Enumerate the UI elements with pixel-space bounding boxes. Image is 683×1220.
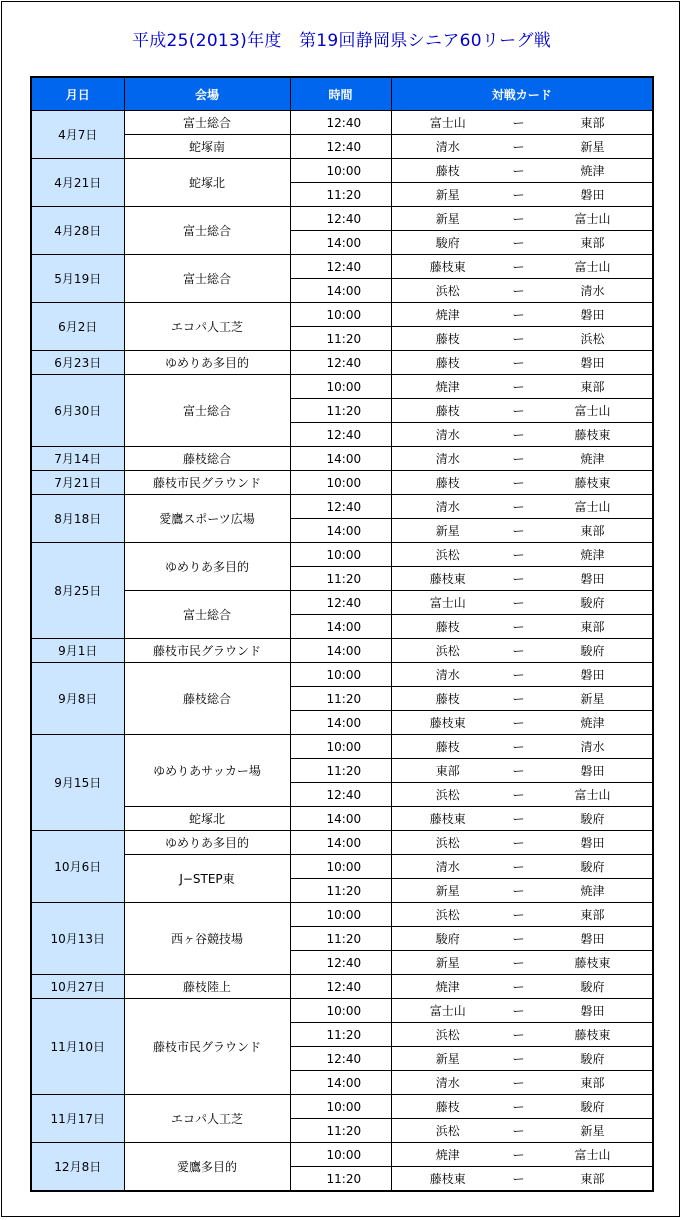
page-title: 平成25(2013)年度 第19回静岡県シニア60リーグ戦: [131, 31, 552, 51]
home-team: 藤枝: [391, 1095, 504, 1119]
header-venue: 会場: [124, 77, 290, 111]
match-date: 8月25日: [31, 543, 124, 639]
home-team: 清水: [391, 855, 504, 879]
match-date: 9月15日: [31, 735, 124, 831]
table-row: [31, 351, 653, 375]
home-team: 清水: [391, 447, 504, 471]
away-team: 磐田: [533, 663, 653, 687]
kickoff-time: 10:00: [290, 1143, 391, 1167]
away-team: 東部: [533, 231, 653, 255]
match-date: 6月2日: [31, 303, 124, 351]
kickoff-time: 14:00: [290, 807, 391, 831]
versus-dash: ー: [504, 1095, 533, 1119]
versus-dash: ー: [504, 543, 533, 567]
home-team: 清水: [391, 663, 504, 687]
home-team: 藤枝: [391, 471, 504, 495]
away-team: 新星: [533, 1119, 653, 1143]
kickoff-time: 10:00: [290, 999, 391, 1023]
kickoff-time: 10:00: [290, 855, 391, 879]
kickoff-time: 14:00: [290, 447, 391, 471]
kickoff-time: 12:40: [290, 495, 391, 519]
home-team: 浜松: [391, 783, 504, 807]
home-team: 藤枝東: [391, 711, 504, 735]
venue-name: ゆめりあ多目的: [124, 351, 290, 375]
home-team: 焼津: [391, 375, 504, 399]
kickoff-time: 10:00: [290, 1095, 391, 1119]
away-team: 磐田: [533, 303, 653, 327]
kickoff-time: 10:00: [290, 543, 391, 567]
away-team: 富士山: [533, 783, 653, 807]
home-team: 東部: [391, 759, 504, 783]
home-team: 新星: [391, 519, 504, 543]
home-team: 浜松: [391, 903, 504, 927]
versus-dash: ー: [504, 255, 533, 279]
table-row: [31, 663, 653, 687]
versus-dash: ー: [504, 1071, 533, 1095]
kickoff-time: 14:00: [290, 1071, 391, 1095]
away-team: 藤枝東: [533, 951, 653, 975]
away-team: 新星: [533, 687, 653, 711]
away-team: 駿府: [533, 855, 653, 879]
venue-name: ゆめりあ多目的: [124, 831, 290, 855]
home-team: 藤枝: [391, 615, 504, 639]
away-team: 駿府: [533, 639, 653, 663]
kickoff-time: 14:00: [290, 831, 391, 855]
table-row: [31, 111, 653, 135]
versus-dash: ー: [504, 855, 533, 879]
home-team: 新星: [391, 207, 504, 231]
versus-dash: ー: [504, 351, 533, 375]
table-row: [31, 135, 653, 159]
venue-name: 藤枝総合: [124, 663, 290, 735]
versus-dash: ー: [504, 831, 533, 855]
match-date: 10月13日: [31, 903, 124, 975]
venue-name: 富士総合: [124, 375, 290, 447]
kickoff-time: 11:20: [290, 399, 391, 423]
kickoff-time: 11:20: [290, 927, 391, 951]
match-date: 8月18日: [31, 495, 124, 543]
table-row: [31, 807, 653, 831]
kickoff-time: 10:00: [290, 303, 391, 327]
home-team: 清水: [391, 423, 504, 447]
versus-dash: ー: [504, 423, 533, 447]
versus-dash: ー: [504, 1047, 533, 1071]
table-row: [31, 1095, 653, 1119]
versus-dash: ー: [504, 759, 533, 783]
versus-dash: ー: [504, 471, 533, 495]
kickoff-time: 14:00: [290, 279, 391, 303]
away-team: 東部: [533, 1071, 653, 1095]
kickoff-time: 10:00: [290, 735, 391, 759]
versus-dash: ー: [504, 783, 533, 807]
home-team: 焼津: [391, 303, 504, 327]
away-team: 藤枝東: [533, 471, 653, 495]
home-team: 藤枝東: [391, 1167, 504, 1192]
match-date: 4月21日: [31, 159, 124, 207]
table-row: [31, 303, 653, 327]
home-team: 浜松: [391, 831, 504, 855]
match-date: 7月14日: [31, 447, 124, 471]
table-row: [31, 831, 653, 855]
away-team: 清水: [533, 735, 653, 759]
away-team: 富士山: [533, 1143, 653, 1167]
header-time: 時間: [290, 77, 391, 111]
versus-dash: ー: [504, 711, 533, 735]
away-team: 磐田: [533, 351, 653, 375]
kickoff-time: 11:20: [290, 879, 391, 903]
away-team: 浜松: [533, 327, 653, 351]
away-team: 磐田: [533, 183, 653, 207]
venue-name: 愛鷹スポーツ広場: [124, 495, 290, 543]
away-team: 東部: [533, 111, 653, 135]
kickoff-time: 11:20: [290, 1167, 391, 1192]
versus-dash: ー: [504, 399, 533, 423]
versus-dash: ー: [504, 519, 533, 543]
versus-dash: ー: [504, 927, 533, 951]
venue-name: エコパ人工芝: [124, 303, 290, 351]
venue-name: 西ヶ谷競技場: [124, 903, 290, 975]
away-team: 東部: [533, 903, 653, 927]
table-row: [31, 1143, 653, 1167]
home-team: 富士山: [391, 111, 504, 135]
venue-name: 蛇塚北: [124, 159, 290, 207]
venue-name: ゆめりあ多目的: [124, 543, 290, 591]
away-team: 焼津: [533, 447, 653, 471]
versus-dash: ー: [504, 999, 533, 1023]
away-team: 東部: [533, 1167, 653, 1192]
home-team: 浜松: [391, 279, 504, 303]
home-team: 新星: [391, 183, 504, 207]
kickoff-time: 10:00: [290, 903, 391, 927]
versus-dash: ー: [504, 1023, 533, 1047]
venue-name: J−STEP東: [124, 855, 290, 903]
away-team: 駿府: [533, 975, 653, 999]
table-row: [31, 447, 653, 471]
versus-dash: ー: [504, 111, 533, 135]
home-team: 藤枝東: [391, 807, 504, 831]
home-team: 新星: [391, 1047, 504, 1071]
venue-name: 蛇塚南: [124, 135, 290, 159]
kickoff-time: 10:00: [290, 375, 391, 399]
versus-dash: ー: [504, 1167, 533, 1192]
venue-name: 藤枝市民グラウンド: [124, 639, 290, 663]
schedule-body: [31, 111, 653, 1192]
away-team: 焼津: [533, 159, 653, 183]
away-team: 富士山: [533, 399, 653, 423]
kickoff-time: 11:20: [290, 759, 391, 783]
away-team: 東部: [533, 519, 653, 543]
versus-dash: ー: [504, 879, 533, 903]
venue-name: 富士総合: [124, 591, 290, 639]
away-team: 焼津: [533, 879, 653, 903]
versus-dash: ー: [504, 1143, 533, 1167]
home-team: 藤枝: [391, 159, 504, 183]
home-team: 藤枝: [391, 351, 504, 375]
table-row: [31, 495, 653, 519]
away-team: 磐田: [533, 759, 653, 783]
venue-name: 富士総合: [124, 255, 290, 303]
venue-name: 藤枝総合: [124, 447, 290, 471]
kickoff-time: 11:20: [290, 327, 391, 351]
kickoff-time: 10:00: [290, 159, 391, 183]
versus-dash: ー: [504, 303, 533, 327]
versus-dash: ー: [504, 279, 533, 303]
kickoff-time: 12:40: [290, 255, 391, 279]
versus-dash: ー: [504, 327, 533, 351]
versus-dash: ー: [504, 663, 533, 687]
versus-dash: ー: [504, 567, 533, 591]
venue-name: 蛇塚北: [124, 807, 290, 831]
home-team: 藤枝: [391, 735, 504, 759]
table-row: [31, 159, 653, 183]
versus-dash: ー: [504, 735, 533, 759]
versus-dash: ー: [504, 231, 533, 255]
venue-name: 藤枝市民グラウンド: [124, 999, 290, 1095]
match-date: 4月7日: [31, 111, 124, 159]
versus-dash: ー: [504, 975, 533, 999]
versus-dash: ー: [504, 951, 533, 975]
kickoff-time: 12:40: [290, 1047, 391, 1071]
away-team: 駿府: [533, 591, 653, 615]
versus-dash: ー: [504, 903, 533, 927]
kickoff-time: 11:20: [290, 183, 391, 207]
home-team: 浜松: [391, 543, 504, 567]
away-team: 藤枝東: [533, 1023, 653, 1047]
kickoff-time: 12:40: [290, 423, 391, 447]
match-date: 10月27日: [31, 975, 124, 999]
kickoff-time: 14:00: [290, 711, 391, 735]
kickoff-time: 10:00: [290, 663, 391, 687]
table-row: [31, 207, 653, 231]
home-team: 清水: [391, 135, 504, 159]
venue-name: エコパ人工芝: [124, 1095, 290, 1143]
kickoff-time: 14:00: [290, 639, 391, 663]
away-team: 富士山: [533, 255, 653, 279]
away-team: 駿府: [533, 1095, 653, 1119]
versus-dash: ー: [504, 183, 533, 207]
venue-name: 富士総合: [124, 207, 290, 255]
venue-name: 藤枝陸上: [124, 975, 290, 999]
kickoff-time: 12:40: [290, 783, 391, 807]
home-team: 藤枝東: [391, 567, 504, 591]
schedule-table: [30, 76, 654, 1192]
match-date: 9月8日: [31, 663, 124, 735]
home-team: 藤枝東: [391, 255, 504, 279]
away-team: 磐田: [533, 927, 653, 951]
kickoff-time: 12:40: [290, 111, 391, 135]
kickoff-time: 12:40: [290, 135, 391, 159]
table-row: [31, 591, 653, 615]
versus-dash: ー: [504, 615, 533, 639]
header-row: [31, 77, 653, 111]
home-team: 浜松: [391, 1023, 504, 1047]
versus-dash: ー: [504, 639, 533, 663]
away-team: 焼津: [533, 711, 653, 735]
match-date: 4月28日: [31, 207, 124, 255]
away-team: 焼津: [533, 543, 653, 567]
table-row: [31, 255, 653, 279]
versus-dash: ー: [504, 807, 533, 831]
versus-dash: ー: [504, 495, 533, 519]
table-row: [31, 855, 653, 879]
away-team: 富士山: [533, 495, 653, 519]
match-date: 7月21日: [31, 471, 124, 495]
kickoff-time: 11:20: [290, 1023, 391, 1047]
versus-dash: ー: [504, 375, 533, 399]
home-team: 清水: [391, 495, 504, 519]
home-team: 藤枝: [391, 327, 504, 351]
kickoff-time: 12:40: [290, 975, 391, 999]
versus-dash: ー: [504, 687, 533, 711]
kickoff-time: 11:20: [290, 1119, 391, 1143]
versus-dash: ー: [504, 591, 533, 615]
kickoff-time: 14:00: [290, 231, 391, 255]
match-date: 11月10日: [31, 999, 124, 1095]
kickoff-time: 10:00: [290, 471, 391, 495]
versus-dash: ー: [504, 207, 533, 231]
away-team: 磐田: [533, 999, 653, 1023]
away-team: 東部: [533, 375, 653, 399]
away-team: 新星: [533, 135, 653, 159]
match-date: 11月17日: [31, 1095, 124, 1143]
versus-dash: ー: [504, 447, 533, 471]
venue-name: 富士総合: [124, 111, 290, 135]
table-row: [31, 543, 653, 567]
match-date: 6月23日: [31, 351, 124, 375]
kickoff-time: 12:40: [290, 351, 391, 375]
kickoff-time: 11:20: [290, 687, 391, 711]
home-team: 藤枝: [391, 399, 504, 423]
home-team: 駿府: [391, 927, 504, 951]
away-team: 藤枝東: [533, 423, 653, 447]
kickoff-time: 14:00: [290, 519, 391, 543]
table-row: [31, 639, 653, 663]
kickoff-time: 12:40: [290, 591, 391, 615]
match-date: 6月30日: [31, 375, 124, 447]
table-row: [31, 975, 653, 999]
away-team: 磐田: [533, 831, 653, 855]
home-team: 浜松: [391, 639, 504, 663]
home-team: 焼津: [391, 975, 504, 999]
home-team: 駿府: [391, 231, 504, 255]
header-date: 月日: [31, 77, 124, 111]
away-team: 富士山: [533, 207, 653, 231]
away-team: 駿府: [533, 1047, 653, 1071]
match-date: 12月8日: [31, 1143, 124, 1192]
kickoff-time: 12:40: [290, 951, 391, 975]
table-row: [31, 903, 653, 927]
versus-dash: ー: [504, 135, 533, 159]
versus-dash: ー: [504, 1119, 533, 1143]
home-team: 焼津: [391, 1143, 504, 1167]
match-date: 10月6日: [31, 831, 124, 903]
kickoff-time: 12:40: [290, 207, 391, 231]
kickoff-time: 11:20: [290, 567, 391, 591]
away-team: 磐田: [533, 567, 653, 591]
home-team: 新星: [391, 879, 504, 903]
away-team: 清水: [533, 279, 653, 303]
home-team: 藤枝: [391, 687, 504, 711]
table-row: [31, 735, 653, 759]
away-team: 東部: [533, 615, 653, 639]
away-team: 駿府: [533, 807, 653, 831]
venue-name: 愛鷹多目的: [124, 1143, 290, 1192]
home-team: 富士山: [391, 591, 504, 615]
home-team: 富士山: [391, 999, 504, 1023]
match-date: 5月19日: [31, 255, 124, 303]
table-row: [31, 375, 653, 399]
venue-name: 藤枝市民グラウンド: [124, 471, 290, 495]
versus-dash: ー: [504, 159, 533, 183]
venue-name: ゆめりあサッカー場: [124, 735, 290, 807]
table-row: [31, 999, 653, 1023]
header-match: 対戦カード: [391, 77, 653, 111]
home-team: 清水: [391, 1071, 504, 1095]
home-team: 浜松: [391, 1119, 504, 1143]
kickoff-time: 14:00: [290, 615, 391, 639]
table-row: [31, 471, 653, 495]
home-team: 新星: [391, 951, 504, 975]
match-date: 9月1日: [31, 639, 124, 663]
